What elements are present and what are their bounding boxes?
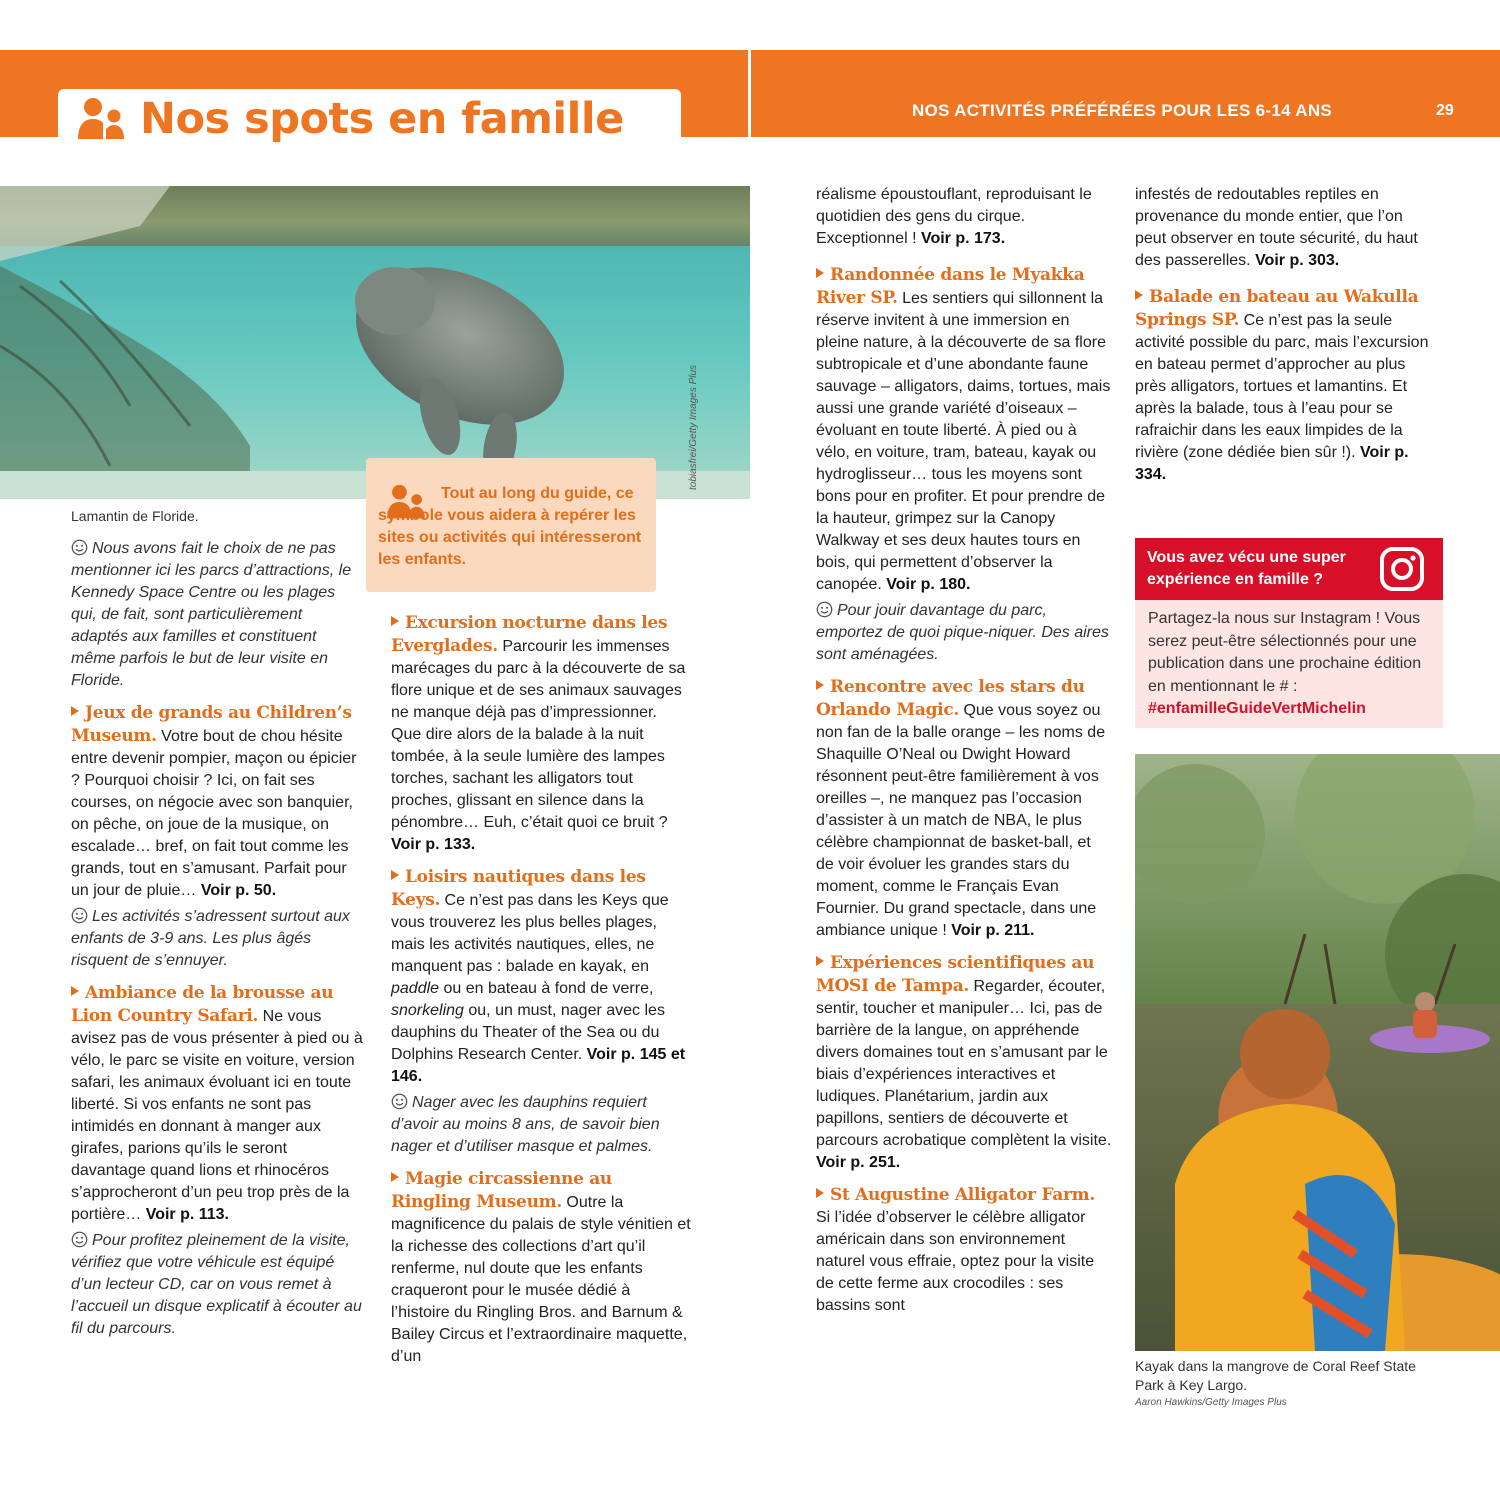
entry-body: Ce n’est pas dans les Keys que vous trouverez les plus belles plages, mais les activités nautiques, elles, ne manquent pas : balade en kayak, en xyxy=(391,892,669,975)
family-icon xyxy=(76,97,126,141)
triangle-bullet-icon xyxy=(71,986,79,996)
tip-paragraph xyxy=(71,1230,363,1340)
kids-symbol-callout xyxy=(366,458,656,592)
entry-title: St Augustine Alligator Farm. xyxy=(830,1185,1095,1205)
entry-heading xyxy=(816,1185,1095,1205)
entry-body: Que vous soyez ou non fan de la balle orange – les noms de Shaquille O’Neal ou Dwight Howard résonnent peut-être familièrement à vos oreilles –, ne manquez pas l’occasion d’assister à un match de NBA, le plus célèbre championnat de basket-ball, et de voir évoluer les grandes stars du moment, comme le Français Evan Fournier. Du grand spectacle, dans une ambiance unique ! xyxy=(816,702,1106,939)
tip-text: Pour profitez pleinement de la visite, vérifiez que votre véhicule est équipé d’un lecteur CD, car on vous remet à l’accueil un disque explicatif à écouter au fil du parcours. xyxy=(71,1232,362,1337)
manatee-photo-credit: tobiasfrei/Getty Images Plus xyxy=(688,364,699,490)
smiley-icon xyxy=(816,601,833,618)
kayak-caption: Kayak dans la mangrove de Coral Reef State Park à Key Largo. xyxy=(1135,1358,1416,1393)
page-reference: Voir p. 251. xyxy=(816,1154,901,1171)
triangle-bullet-icon xyxy=(816,956,824,966)
page-reference: Voir p. 50. xyxy=(200,882,277,899)
entry-title: Magie circassienne au Ringling Museum. xyxy=(391,1169,612,1212)
entry-title: Rencontre avec les stars du Orlando Magic. xyxy=(816,677,1085,720)
entry-body: ou, un must, nager avec les dauphins du Theater of the Sea ou du Dolphins Research Center. xyxy=(391,1002,665,1063)
entry-title: Balade en bateau au Wakulla Springs SP. xyxy=(1135,287,1419,330)
instagram-body xyxy=(1148,608,1438,721)
column-1 xyxy=(71,538,363,1340)
page-reference: Voir p. 113. xyxy=(145,1206,229,1223)
instagram-title: Vous avez vécu une super expérience en famille ? xyxy=(1147,549,1346,588)
tip-paragraph xyxy=(391,1092,691,1158)
entry-body: réalisme époustouflant, reproduisant le quotidien des gens du cirque. Exceptionnel ! xyxy=(816,186,1092,247)
triangle-bullet-icon xyxy=(816,680,824,690)
tip-paragraph xyxy=(71,538,363,692)
instagram-text: Partagez-la nous sur Instagram ! Vous serez peut-être sélectionnés pour une publication dans une prochaine édition en mentionnant le # : xyxy=(1148,610,1422,695)
page-reference: Voir p. 303. xyxy=(1255,252,1340,269)
entry-body: Ce n’est pas la seule activité possible du parc, mais l’excursion en bateau permet d’approcher au plus près alligators, tortues et lamantins. Et après la balade, tous à l’eau pour se rafraichir dans les eaux limpides de la rivière (zone dédiée bien sûr !). xyxy=(1135,312,1429,461)
page-reference: Voir p. 334. xyxy=(1135,444,1409,483)
smiley-icon xyxy=(71,1231,88,1248)
instagram-hashtag: #enfamilleGuideVertMichelin xyxy=(1148,700,1366,717)
tip-text: Nous avons fait le choix de ne pas mentionner ici les parcs d’attractions, le Kennedy Space Centre ou les plages qui, de fait, sont particulièrement adaptés aux familles et constituent même parfois le but de leur visite en Floride. xyxy=(71,540,352,689)
section-subtitle: NOS ACTIVITÉS PRÉFÉRÉES POUR LES 6-14 ANS xyxy=(912,101,1333,120)
entry-alligator-farm xyxy=(816,1184,1112,1317)
tip-text: Les activités s’adressent surtout aux enfants de 3-9 ans. Les plus âgés risquent de s’ennuyer. xyxy=(71,908,350,969)
entry-body: Votre bout de chou hésite entre devenir pompier, maçon ou épicier ? Pourquoi choisir ? Ici, on fait ses courses, on négocie avec son banquier, on pêche, on joue de la musique, on escalade… bref, on fait tout comme les grands, tout en s’amusant. Parfait pour un jour de pluie… xyxy=(71,728,357,899)
triangle-bullet-icon xyxy=(1135,290,1143,300)
column-4 xyxy=(1135,184,1435,486)
entry-title: Jeux de grands au Children’s Museum. xyxy=(71,703,352,746)
entry-body: Parcourir les immenses marécages du parc à la découverte de sa flore unique et de ses animaux sauvages ne manque déjà pas d’impressionner. Que dire alors de la balade à la nuit tombée, à la seule lumière des lampes torches, sachant les alligators tout proches, glissant en silence dans la pénombre… Euh, c’était quoi ce bruit ? xyxy=(391,638,686,831)
triangle-bullet-icon xyxy=(391,616,399,626)
triangle-bullet-icon xyxy=(816,1188,824,1198)
column-2 xyxy=(391,612,691,1368)
entry-body: infestés de redoutables reptiles en provenance du monde entier, que l’on peut observer en toute sécurité, du haut des passerelles. xyxy=(1135,186,1418,269)
entry-childrens-museum xyxy=(71,702,363,902)
callout-text: Tout au long du guide, ce symbole vous aidera à repérer les sites ou activités qui intéresseront les enfants. xyxy=(378,485,642,568)
column-3 xyxy=(816,184,1112,1317)
smiley-icon xyxy=(71,539,88,556)
page-reference: Voir p. 173. xyxy=(920,230,1006,247)
page-reference: Voir p. 145 et 146. xyxy=(391,1046,686,1085)
entry-mosi-tampa xyxy=(816,952,1112,1174)
entry-lion-country-safari xyxy=(71,982,363,1226)
smiley-icon xyxy=(71,907,88,924)
instagram-box-header xyxy=(1135,538,1443,600)
entry-everglades xyxy=(391,612,691,856)
manatee-caption: Lamantin de Floride. xyxy=(71,508,199,524)
page-reference: Voir p. 133. xyxy=(391,836,476,853)
entry-ringling-museum xyxy=(391,1168,691,1368)
smiley-icon xyxy=(391,1093,408,1110)
entry-title: Randonnée dans le Myakka River SP. xyxy=(816,265,1085,308)
instagram-icon xyxy=(1379,546,1425,592)
tip-text: Nager avec les dauphins requiert d’avoir au moins 8 ans, de savoir bien nager et d’utiliser masque et palmes. xyxy=(391,1094,660,1155)
entry-body-italic: snorkeling xyxy=(391,1002,464,1019)
entry-title: Loisirs nautiques dans les Keys. xyxy=(391,867,646,910)
entry-body-italic: paddle xyxy=(391,980,440,997)
page-title: Nos spots en famille xyxy=(140,94,624,144)
page-gutter xyxy=(748,50,751,137)
instagram-box xyxy=(1135,538,1443,728)
entry-title: Ambiance de la brousse au Lion Country Safari. xyxy=(71,983,334,1026)
entry-wakulla-springs xyxy=(1135,286,1435,486)
entry-body: ou en bateau à fond de verre, xyxy=(439,980,654,997)
tip-text: Pour jouir davantage du parc, emportez de quoi pique-niquer. Des aires sont aménagées. xyxy=(816,602,1109,663)
page-reference: Voir p. 180. xyxy=(886,576,971,593)
entry-body: Regarder, écouter, sentir, toucher et manipuler… Ici, pas de barrière de la langue, on appréhende divers domaines tout en s’amusant par le biais d’expériences interactives et ludiques. Planétarium, jardin aux papillons, sentiers de découverte et parcours acrobatique complètent la visite. xyxy=(816,978,1112,1149)
page-reference: Voir p. 211. xyxy=(951,922,1035,939)
tip-paragraph xyxy=(816,600,1112,666)
kayak-photo-credit: Aaron Hawkins/Getty Images Plus xyxy=(1135,1397,1287,1408)
kayak-photo xyxy=(1135,754,1500,1351)
entry-continuation xyxy=(816,184,1112,250)
entry-body: Les sentiers qui sillonnent la réserve invitent à une immersion en pleine nature, à la découverte de sa flore subtropicale et d’une abondante faune sauvage – alligators, daims, tortues, mais aussi une grande variété d’oiseaux – évoluant en toute liberté. À pied ou à vélo, en voiture, tram, bateau, kayak ou hydroglisseur… tous les moyens sont bons pour en profiter. Et pour prendre de la hauteur, grimpez sur la Canopy Walkway et ses deux hautes tours en bois, qui permettent d’observer la canopée. xyxy=(816,290,1111,593)
triangle-bullet-icon xyxy=(391,1172,399,1182)
entry-keys xyxy=(391,866,691,1088)
entry-continuation xyxy=(1135,184,1435,272)
triangle-bullet-icon xyxy=(816,268,824,278)
entry-body: Outre la magnificence du palais de style vénitien et la richesse des collections d’art qu’il renferme, nul doute que les enfants craqueront pour le musée dédié à l’histoire du Ringling Bros. and Barnum & Bailey Circus et l’extraordinaire maquette, d’un xyxy=(391,1194,691,1365)
entry-title: Excursion nocturne dans les Everglades. xyxy=(391,613,668,656)
tip-paragraph xyxy=(71,906,363,972)
triangle-bullet-icon xyxy=(391,870,399,880)
manatee-photo xyxy=(0,186,750,499)
entry-body: Si l’idée d’observer le célèbre alligator américain dans son environnement naturel vous effraie, optez pour la visite de cette ferme aux crocodiles : ses bassins sont xyxy=(816,1209,1095,1314)
page-number: 29 xyxy=(1436,102,1454,119)
title-tab xyxy=(58,89,681,149)
triangle-bullet-icon xyxy=(71,706,79,716)
entry-body: Ne vous avisez pas de vous présenter à pied ou à vélo, le parc se visite en voiture, version safari, les animaux évoluant ici en toute liberté. Si vos enfants ne sont pas intimidés en donnant à manger aux girafes, parions qu’ils le seront davantage quand lions et rhinocéros s’approcheront d’un peu trop près de la portière… xyxy=(71,1008,363,1223)
entry-myakka-river xyxy=(816,264,1112,596)
entry-title: Expériences scientifiques au MOSI de Tampa. xyxy=(816,953,1095,996)
entry-orlando-magic xyxy=(816,676,1112,942)
